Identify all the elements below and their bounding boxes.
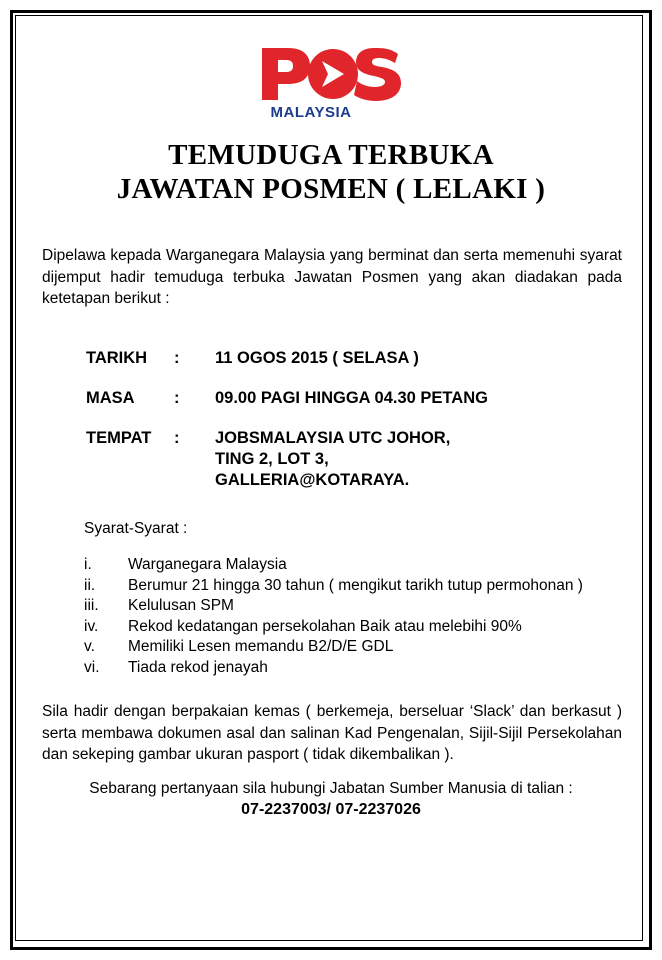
title-line-1: TEMUDUGA TERBUKA — [168, 139, 494, 171]
detail-colon: : — [174, 429, 180, 447]
contact-line: Sebarang pertanyaan sila hubungi Jabatan Sumber Manusia di talian : — [89, 780, 573, 797]
pos-malaysia-logo — [258, 44, 408, 124]
item-number: iii. — [84, 597, 99, 614]
item-number: v. — [84, 638, 95, 655]
item-number: i. — [84, 556, 92, 573]
detail-label: TARIKH — [86, 349, 148, 367]
contact-phones: 07-2237003/ 07-2237026 — [241, 801, 421, 818]
detail-label: MASA — [86, 389, 135, 407]
item-text: Tiada rekod jenayah — [128, 658, 268, 676]
item-text: Memiliki Lesen memandu B2/D/E GDL — [128, 638, 394, 655]
detail-colon: : — [174, 349, 180, 367]
item-number: ii. — [84, 576, 96, 594]
title-line-2: JAWATAN POSMEN ( LELAKI ) — [116, 173, 546, 205]
detail-value: 09.00 PAGI HINGGA 04.30 PETANG — [215, 389, 488, 407]
detail-value-line-1: JOBSMALAYSIA UTC JOHOR, — [215, 429, 451, 447]
item-text: Berumur 21 hingga 30 tahun ( mengikut tarikh tutup permohonan ) — [128, 576, 583, 594]
detail-value: 11 OGOS 2015 ( SELASA ) — [215, 349, 419, 367]
item-text: Kelulusan SPM — [128, 597, 234, 614]
intro-paragraph: Dipelawa kepada Warganegara Malaysia yang berminat dan serta memenuhi syarat dijemput hadir temuduga terbuka Jawatan Posmen yang akan diadakan pada ketetapan berikut : — [42, 247, 622, 307]
item-number: iv. — [84, 617, 99, 635]
logo-subtitle: MALAYSIA — [270, 104, 352, 121]
detail-label: TEMPAT — [86, 429, 152, 447]
requirements-heading: Syarat-Syarat : — [84, 520, 188, 537]
item-text: Rekod kedatangan persekolahan Baik atau melebihi 90% — [128, 617, 522, 635]
detail-value-line-3: GALLERIA@KOTARAYA. — [215, 471, 410, 489]
item-number: vi. — [84, 658, 100, 676]
attire-paragraph: Sila hadir dengan berpakaian kemas ( berkemeja, berseluar ‘Slack’ dan berkasut ) serta membawa dokumen asal dan salinan Kad Pengenalan, Sijil-Sijil Persekolahan dan sekeping gambar ukuran pasport ( tidak dikembalikan ). — [42, 703, 622, 763]
detail-colon: : — [174, 389, 180, 407]
detail-value-line-2: TING 2, LOT 3, — [215, 450, 329, 468]
item-text: Warganegara Malaysia — [128, 556, 287, 573]
